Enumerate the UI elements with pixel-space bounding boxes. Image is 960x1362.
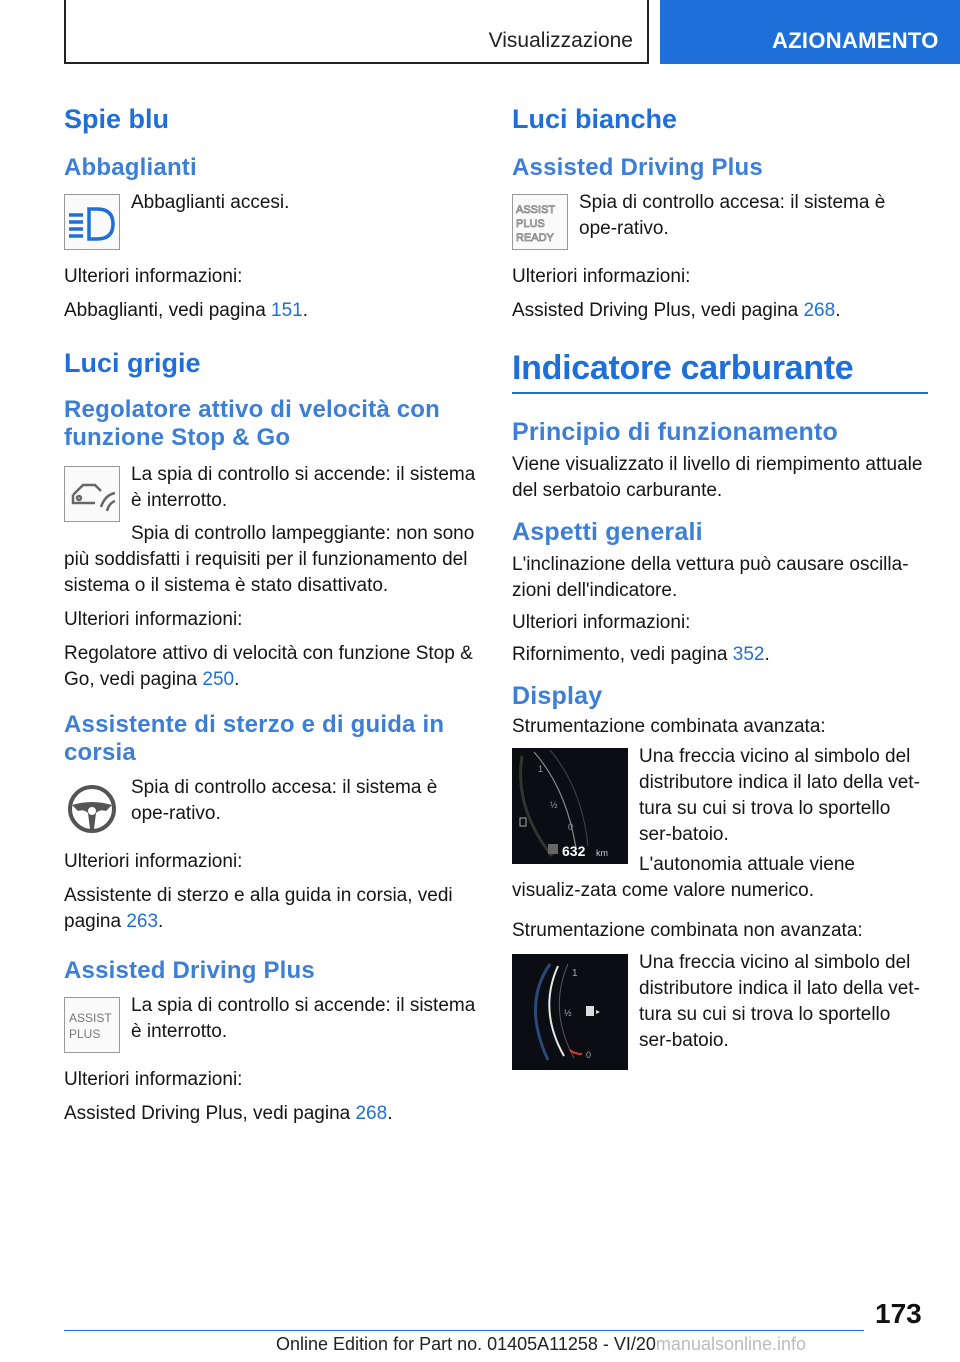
display-range-text: L'autonomia attuale viene visualiz-zata come valore numerico. <box>512 854 855 901</box>
regolatore-text2: Spia di controllo lampeggiante: non sono più soddisfatti i requisiti per il funzionamento del sistema o il sistema è stato disattivato. <box>64 523 475 596</box>
heading-assistente: Assistente di sterzo e di guida in corsia <box>64 711 445 766</box>
abbaglianti-reference: Abbaglianti, vedi pagina 151. <box>64 300 309 321</box>
left-column <box>64 100 480 1127</box>
fuel-gauge-advanced-image <box>512 748 628 864</box>
aspetti-more: Ulteriori informazioni: <box>512 612 691 633</box>
cruise-control-icon <box>64 466 120 522</box>
heading-regolatore: Regolatore attivo di velocità con funzione Stop & Go <box>64 396 441 451</box>
header-section-tab <box>64 0 649 64</box>
regolatore-row <box>64 462 480 599</box>
display-intro-standard: Strumentazione combinata non avanzata: <box>512 920 863 941</box>
abbaglianti-text: Abbaglianti accesi. <box>131 192 290 213</box>
page-link-268-right[interactable]: 268 <box>803 300 836 321</box>
page-link-263[interactable]: 263 <box>126 911 159 932</box>
heading-assisted-right: Assisted Driving Plus <box>512 154 763 181</box>
aspetti-text: L'inclinazione della vettura può causare oscilla-zioni dell'indicatore. <box>512 554 909 601</box>
header-section-label: Visualizzazione <box>488 29 633 52</box>
assisted-left-reference: Assisted Driving Plus, vedi pagina 268. <box>64 1103 393 1124</box>
assisted-left-row <box>64 993 480 1059</box>
section-title-luci-bianche: Luci bianche <box>512 104 678 134</box>
regolatore-more: Ulteriori informazioni: <box>64 609 243 630</box>
svg-text:½: ½ <box>564 1008 572 1018</box>
assisted-right-reference: Assisted Driving Plus, vedi pagina 268. <box>512 300 841 321</box>
svg-text:ASSIST: ASSIST <box>516 204 556 216</box>
svg-text:km: km <box>596 848 608 858</box>
steering-wheel-icon <box>64 779 120 835</box>
svg-text:PLUS: PLUS <box>69 1027 101 1041</box>
high-beam-icon <box>64 194 120 250</box>
principio-text: Viene visualizzato il livello di riempimento attuale del serbatoio carburante. <box>512 454 923 501</box>
regolatore-text1: La spia di controllo si accende: il sistema è interrotto. <box>131 464 476 511</box>
display-advanced-text: Una freccia vicino al simbolo del distributore indica il lato della vet-tura su cui si trova lo sportello ser-batoio. <box>639 746 920 845</box>
heading-principio: Principio di funzionamento <box>512 418 839 446</box>
svg-text:ASSIST: ASSIST <box>69 1011 112 1025</box>
svg-text:0: 0 <box>586 1050 592 1060</box>
display-intro-advanced: Strumentazione combinata avanzata: <box>512 716 826 737</box>
range-value: 632 <box>562 843 586 859</box>
fuel-gauge-standard-image <box>512 954 628 1070</box>
svg-text:PLUS: PLUS <box>516 218 545 230</box>
heading-display: Display <box>512 682 603 710</box>
assisted-left-more: Ulteriori informazioni: <box>64 1069 243 1090</box>
heading-aspetti: Aspetti generali <box>512 518 703 546</box>
heading-assisted-left: Assisted Driving Plus <box>64 957 315 984</box>
svg-text:1: 1 <box>538 764 544 774</box>
regolatore-reference: Regolatore attivo di velocità con funzione Stop & Go, vedi pagina 250. <box>64 643 473 690</box>
section-title-spie-blu: Spie blu <box>64 104 170 134</box>
aspetti-reference: Rifornimento, vedi pagina 352. <box>512 644 770 665</box>
display-advanced-row <box>512 744 928 904</box>
page-link-250[interactable]: 250 <box>202 669 235 690</box>
header-chapter-tab <box>660 0 960 64</box>
svg-text:READY: READY <box>516 232 554 244</box>
abbaglianti-more: Ulteriori informazioni: <box>64 266 243 287</box>
assisted-right-more: Ulteriori informazioni: <box>512 266 691 287</box>
page-number: 173 <box>875 1298 922 1329</box>
svg-text:0: 0 <box>568 822 574 832</box>
assistente-more: Ulteriori informazioni: <box>64 851 243 872</box>
svg-text:½: ½ <box>550 800 558 810</box>
assistente-reference: Assistente di sterzo e alla guida in corsia, vedi pagina 263. <box>64 885 453 932</box>
display-standard-text: Una freccia vicino al simbolo del distributore indica il lato della vet-tura su cui si trova lo sportello ser-batoio. <box>639 952 920 1051</box>
abbaglianti-row <box>64 190 480 256</box>
heading-abbaglianti: Abbaglianti <box>64 154 197 181</box>
page-link-268-left[interactable]: 268 <box>355 1103 388 1124</box>
assisted-right-text: Spia di controllo accesa: il sistema è ope-rativo. <box>579 192 886 239</box>
assisted-right-row <box>512 190 928 256</box>
assist-plus-ready-icon <box>512 194 568 250</box>
footer-divider <box>64 1330 864 1331</box>
section-title-luci-grigie: Luci grigie <box>64 348 201 378</box>
page-link-151[interactable]: 151 <box>271 300 303 321</box>
header-chapter-label: AZIONAMENTO <box>772 28 939 53</box>
right-column <box>512 100 928 1076</box>
section-title-indicatore: Indicatore carburante <box>512 346 928 394</box>
assist-plus-icon <box>64 997 120 1053</box>
footer-edition: Online Edition for Part no. 01405A11258 - VI/20manualsonline.info <box>276 1334 807 1354</box>
assistente-row <box>64 775 480 841</box>
svg-text:1: 1 <box>572 968 578 979</box>
page-link-352[interactable]: 352 <box>732 644 765 665</box>
assistente-text: Spia di controllo accesa: il sistema è ope-rativo. <box>131 777 438 824</box>
watermark: manualsonline.info <box>655 1334 807 1354</box>
display-standard-row <box>512 950 928 1076</box>
assisted-left-text: La spia di controllo si accende: il sistema è interrotto. <box>131 995 476 1042</box>
